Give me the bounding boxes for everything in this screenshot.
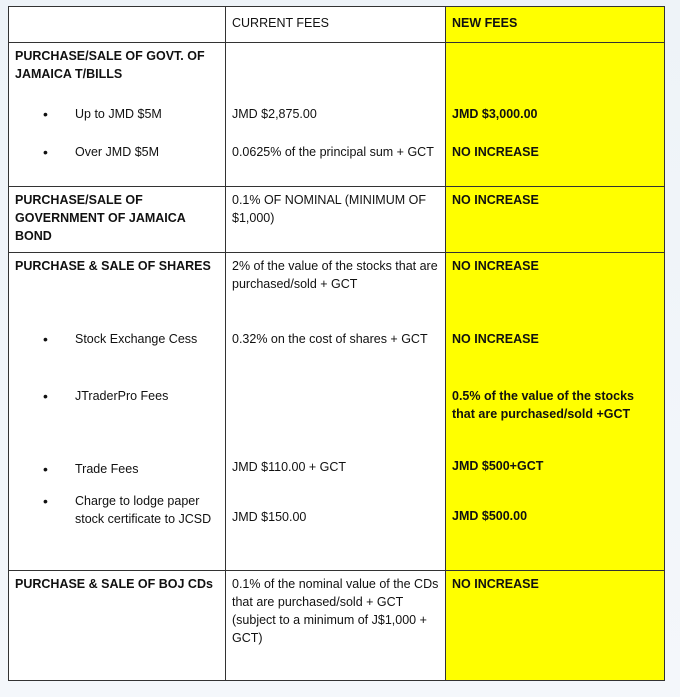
header-empty-cell: [9, 7, 226, 43]
section-title: PURCHASE & SALE OF BOJ CDs: [15, 577, 213, 591]
item-label: Trade Fees: [75, 462, 139, 476]
section-current-fee: 0.1% of the nominal value of the CDs that are purchased/sold + GCT (subject to a minimum of J$1,000 + GCT): [232, 577, 439, 645]
section-bonds-new-cell: [446, 187, 665, 253]
section-title: PURCHASE & SALE OF SHARES: [15, 259, 211, 273]
section-tbills-new-cell: [446, 43, 665, 187]
item-label: Charge to lodge paper stock certificate to JCSD: [75, 494, 212, 526]
section-boj-current-cell: [226, 571, 446, 681]
bullet-icon: •: [43, 388, 48, 404]
section-tbills-current-cell: [226, 43, 446, 187]
item-label: Over JMD $5M: [75, 145, 160, 159]
header-new-fees: NEW FEES: [446, 7, 665, 43]
item-new-fee: NO INCREASE: [452, 332, 539, 346]
section-bonds-current-cell: [226, 187, 446, 253]
section-boj-label-cell: [9, 571, 226, 681]
section-tbills-row: [9, 43, 665, 187]
item-new-fee: JMD $500.00: [452, 509, 528, 523]
item-label: Up to JMD $5M: [75, 107, 162, 121]
bullet-icon: •: [43, 106, 48, 122]
fees-table: [8, 6, 665, 681]
section-shares-row: [9, 253, 665, 571]
list-item: [15, 460, 219, 478]
section-shares-label-cell: [9, 253, 226, 571]
section-new-fee: NO INCREASE: [452, 577, 539, 591]
bullet-icon: •: [43, 144, 48, 160]
header-row: [9, 7, 665, 43]
item-current-fee: JMD $150.00: [232, 510, 307, 524]
section-title: PURCHASE/SALE OF GOVT. OF JAMAICA T/BILLS: [15, 49, 205, 81]
item-current-fee: 0.0625% of the principal sum + GCT: [232, 145, 434, 159]
item-new-fee: 0.5% of the value of the stocks that are purchased/sold +GCT: [452, 389, 634, 421]
section-shares-current-cell: [226, 253, 446, 571]
item-new-fee: NO INCREASE: [452, 145, 539, 159]
list-item: [15, 105, 219, 123]
section-boj-new-cell: [446, 571, 665, 681]
section-boj-row: [9, 571, 665, 681]
item-current-fee: 0.32% on the cost of shares + GCT: [232, 332, 428, 346]
section-bonds-row: [9, 187, 665, 253]
section-title: PURCHASE/SALE OF GOVERNMENT OF JAMAICA BOND: [15, 193, 186, 243]
item-new-fee: JMD $3,000.00: [452, 107, 538, 121]
header-current-fees: CURRENT FEES: [226, 7, 446, 43]
list-item: [15, 143, 219, 161]
item-current-fee: JMD $2,875.00: [232, 107, 317, 121]
bullet-icon: •: [43, 331, 48, 347]
section-current-fee: 2% of the value of the stocks that are purchased/sold + GCT: [232, 259, 438, 291]
section-new-fee: NO INCREASE: [452, 193, 539, 207]
section-current-fee: 0.1% OF NOMINAL (MINIMUM OF $1,000): [232, 193, 426, 225]
section-shares-new-cell: [446, 253, 665, 571]
item-label: Stock Exchange Cess: [75, 332, 198, 346]
list-item: [15, 492, 219, 528]
list-item: [15, 330, 219, 348]
item-new-fee: JMD $500+GCT: [452, 459, 544, 473]
item-current-fee: [232, 422, 439, 440]
bullet-icon: •: [43, 493, 48, 509]
section-bonds-label-cell: [9, 187, 226, 253]
bullet-icon: •: [43, 461, 48, 477]
section-tbills-label-cell: [9, 43, 226, 187]
item-current-fee: JMD $110.00 + GCT: [232, 460, 347, 474]
item-label: JTraderPro Fees: [75, 389, 169, 403]
list-item: [15, 387, 219, 405]
section-new-fee: NO INCREASE: [452, 259, 539, 273]
